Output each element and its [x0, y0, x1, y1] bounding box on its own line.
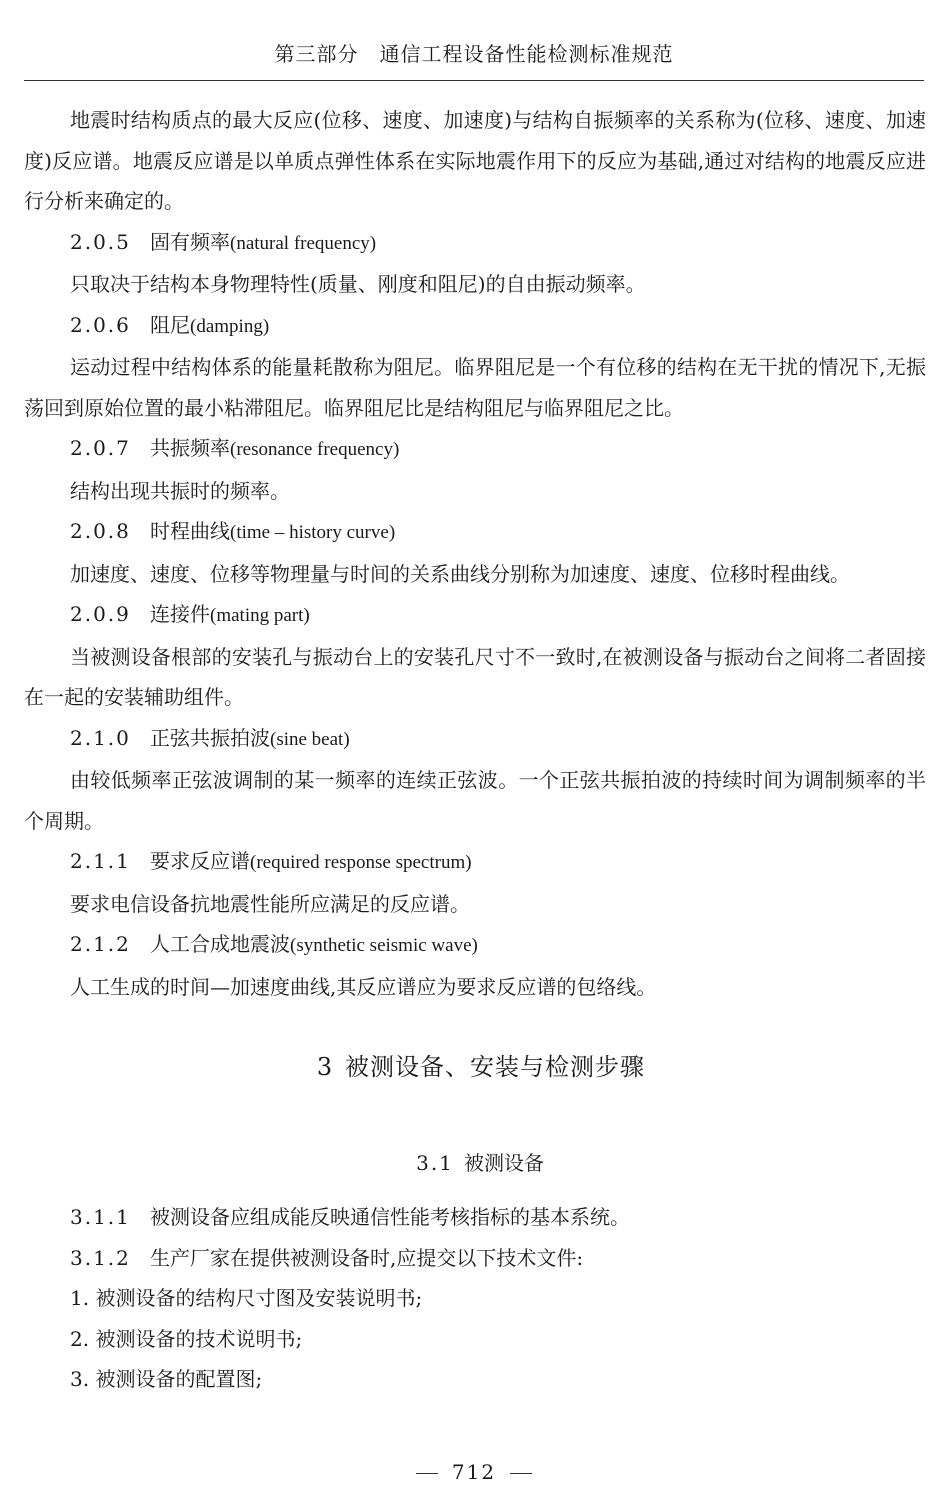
- chapter-number: 3: [316, 1053, 334, 1081]
- term-definition: 要求电信设备抗地震性能所应满足的反应谱。: [70, 891, 470, 916]
- clause-text: 生产厂家在提供被测设备时,应提交以下技术文件:: [150, 1245, 584, 1270]
- term-english-name: (natural frequency): [230, 232, 377, 254]
- term-chinese-name: 要求反应谱: [150, 849, 250, 873]
- term-definition: 当被测设备根部的安装孔与振动台上的安装孔尺寸不一致时,在被测设备与振动台之间将二者固接在一起的安装辅助组件。: [24, 644, 926, 709]
- term-chinese-name: 共振频率: [150, 436, 230, 460]
- clause-number: 3.1.2: [70, 1245, 131, 1270]
- term-heading: [24, 594, 926, 637]
- term-heading: [24, 222, 926, 265]
- section-title: 被测设备: [464, 1151, 544, 1175]
- term-chinese-name: 时程曲线: [150, 519, 230, 543]
- footer-dash-left: [416, 1473, 438, 1474]
- term-heading: [24, 305, 926, 348]
- term-english-name: (required response spectrum): [250, 852, 472, 873]
- term-heading: [24, 511, 926, 554]
- term-number: 2.0.8: [70, 519, 131, 543]
- term-number: 2.1.1: [70, 849, 131, 873]
- term-definition: 运动过程中结构体系的能量耗散称为阻尼。临界阻尼是一个有位移的结构在无干扰的情况下,无振荡回到原始位置的最小粘滞阻尼。临界阻尼比是结构阻尼与临界阻尼之比。: [24, 355, 926, 420]
- running-header: 第三部分 通信工程设备性能检测标准规范: [274, 42, 674, 66]
- term-number: 2.0.5: [70, 229, 131, 254]
- term-heading: [24, 428, 926, 471]
- term-chinese-name: 人工合成地震波: [150, 932, 290, 956]
- clause-number: 3.1.1: [70, 1205, 131, 1229]
- clause-text: 被测设备应组成能反映通信性能考核指标的基本系统。: [150, 1205, 630, 1229]
- term-heading: [24, 924, 926, 967]
- term-list: [24, 222, 926, 1008]
- term-english-name: (mating part): [210, 605, 310, 626]
- term-chinese-name: 正弦共振拍波: [150, 725, 270, 750]
- footer-dash-right: [510, 1473, 532, 1474]
- page-body: [24, 100, 926, 1400]
- clause-3-1-1: [24, 1197, 926, 1238]
- header-rule: [24, 80, 924, 81]
- clause-3-1-2: [24, 1238, 926, 1279]
- term-number: 2.0.6: [70, 312, 131, 337]
- term-definition: 加速度、速度、位移等物理量与时间的关系曲线分别称为加速度、速度、位移时程曲线。: [70, 561, 850, 586]
- list-item: 2. 被测设备的技术说明书;: [70, 1326, 303, 1351]
- term-english-name: (time – history curve): [230, 522, 396, 543]
- term-definition: 只取决于结构本身物理特性(质量、刚度和阻尼)的自由振动频率。: [70, 272, 646, 296]
- intro-paragraph: 地震时结构质点的最大反应(位移、速度、加速度)与结构自振频率的关系称为(位移、速度、加速度)反应谱。地震反应谱是以单质点弹性体系在实际地震作用下的反应为基础,通过对结构的地震反应进行分析来确定的。: [24, 108, 926, 213]
- term-number: 2.0.7: [70, 436, 131, 460]
- list-item: 3. 被测设备的配置图;: [70, 1367, 263, 1391]
- term-definition: 结构出现共振时的频率。: [70, 478, 290, 503]
- section-heading: [24, 1143, 926, 1183]
- term-number: 2.0.9: [70, 602, 131, 626]
- list-item: 1. 被测设备的结构尺寸图及安装说明书;: [70, 1286, 423, 1310]
- term-number: 2.1.0: [70, 725, 131, 750]
- term-english-name: (sine beat): [270, 728, 350, 750]
- section-number: 3.1: [416, 1151, 454, 1175]
- term-english-name: (resonance frequency): [230, 439, 400, 460]
- term-heading: [24, 841, 926, 884]
- chapter-title: 被测设备、安装与检测步骤: [345, 1053, 645, 1081]
- page-number: 712: [451, 1460, 497, 1484]
- term-heading: [24, 718, 926, 761]
- term-chinese-name: 阻尼: [150, 312, 190, 337]
- term-english-name: (synthetic seismic wave): [290, 935, 478, 956]
- term-number: 2.1.2: [70, 932, 131, 956]
- chapter-heading: [24, 1047, 926, 1087]
- term-english-name: (damping): [190, 315, 270, 337]
- page-footer: [24, 1460, 924, 1484]
- term-chinese-name: 连接件: [150, 602, 210, 626]
- term-definition: 由较低频率正弦波调制的某一频率的连续正弦波。一个正弦共振拍波的持续时间为调制频率的半个周期。: [24, 768, 926, 833]
- term-definition: 人工生成的时间—加速度曲线,其反应谱应为要求反应谱的包络线。: [70, 974, 657, 999]
- term-chinese-name: 固有频率: [150, 229, 230, 254]
